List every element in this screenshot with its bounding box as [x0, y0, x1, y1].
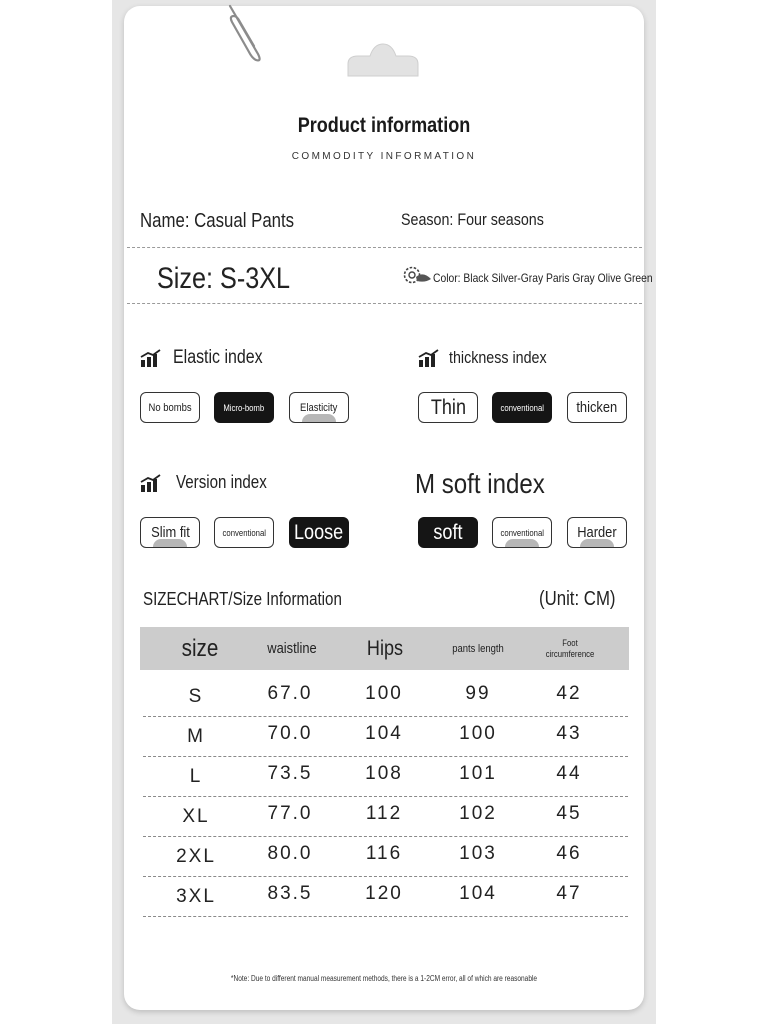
table-cell: 3XL	[176, 886, 216, 907]
table-cell: 77.0	[267, 803, 313, 824]
header-size: size	[181, 634, 219, 662]
table-cell: 42	[556, 683, 582, 704]
elastic-index-label: Elastic index	[173, 347, 263, 368]
hanger-hole-icon	[344, 42, 422, 80]
table-cell: 44	[556, 763, 582, 784]
elastic-option-elasticity: Elasticity	[289, 392, 349, 423]
thickness-option-thin: Thin	[418, 392, 478, 423]
page-subtitle: COMMODITY INFORMATION	[291, 151, 477, 162]
table-cell: 43	[556, 723, 582, 744]
version-option-slim-fit: Slim fit	[140, 517, 200, 548]
version-index-label: Version index	[176, 472, 267, 492]
version-option-loose: Loose	[289, 517, 349, 548]
sizechart-title: SIZECHART/Size Information	[143, 589, 342, 609]
table-cell: 103	[459, 843, 497, 864]
table-cell: 100	[365, 683, 403, 704]
table-cell: 120	[365, 883, 403, 904]
table-cell: 104	[365, 723, 403, 744]
product-season: Season: Four seasons	[401, 210, 544, 229]
footnote: *Note: Due to different manual measurement methods, there is a 1-2CM error, all of which are reasonable	[230, 974, 538, 983]
row-divider	[143, 916, 628, 917]
soft-index-label: M soft index	[415, 468, 545, 499]
paperclip-icon	[222, 2, 268, 64]
divider	[127, 303, 642, 304]
level-marker	[505, 539, 539, 547]
bar-chart-icon	[140, 349, 162, 367]
bar-chart-icon	[418, 349, 440, 367]
row-divider	[143, 756, 628, 757]
soft-option-harder: Harder	[567, 517, 627, 548]
table-cell: L	[189, 766, 203, 787]
header-foot-circumference: Foot circumference	[545, 637, 595, 659]
product-size: Size: S-3XL	[157, 262, 291, 295]
table-cell: 83.5	[267, 883, 313, 904]
product-name: Name: Casual Pants	[140, 210, 295, 232]
table-cell: 67.0	[267, 683, 313, 704]
thickness-option-thicken: thicken	[567, 392, 627, 423]
table-cell: 101	[459, 763, 497, 784]
table-cell: 80.0	[267, 843, 313, 864]
table-cell: XL	[182, 806, 210, 827]
table-cell: 104	[459, 883, 497, 904]
table-cell: 46	[556, 843, 582, 864]
table-cell: 45	[556, 803, 582, 824]
header-hips: Hips	[366, 636, 404, 660]
sizechart-unit: (Unit: CM)	[539, 588, 616, 610]
thickness-index-label: thickness index	[449, 348, 547, 367]
table-cell: 116	[365, 843, 403, 864]
product-colors: Color: Black Silver-Gray Paris Gray Olive Green	[433, 271, 653, 285]
table-cell: 47	[556, 883, 582, 904]
table-cell: 108	[365, 763, 403, 784]
table-cell: 70.0	[267, 723, 313, 744]
color-palette-icon	[403, 265, 433, 287]
soft-option-conventional: conventional	[492, 517, 552, 548]
table-cell: 73.5	[267, 763, 313, 784]
row-divider	[143, 876, 628, 877]
page-title: Product information	[297, 114, 471, 137]
elastic-option-micro-bomb: Micro-bomb	[214, 392, 274, 423]
thickness-option-conventional: conventional	[492, 392, 552, 423]
divider	[127, 247, 642, 248]
row-divider	[143, 796, 628, 797]
table-cell: 100	[459, 723, 497, 744]
table-cell: 2XL	[176, 846, 216, 867]
soft-option-soft: soft	[418, 517, 478, 548]
version-option-conventional: conventional	[214, 517, 274, 548]
table-cell: S	[188, 686, 204, 707]
elastic-option-no-bombs: No bombs	[140, 392, 200, 423]
row-divider	[143, 836, 628, 837]
table-cell: M	[187, 726, 205, 747]
header-waistline: waistline	[267, 640, 317, 657]
sizechart-header	[140, 627, 629, 670]
table-cell: 112	[365, 803, 403, 824]
level-marker	[302, 414, 336, 422]
row-divider	[143, 716, 628, 717]
bar-chart-icon	[140, 474, 162, 492]
header-pants-length: pants length	[452, 642, 504, 655]
table-cell: 99	[465, 683, 491, 704]
table-cell: 102	[459, 803, 497, 824]
